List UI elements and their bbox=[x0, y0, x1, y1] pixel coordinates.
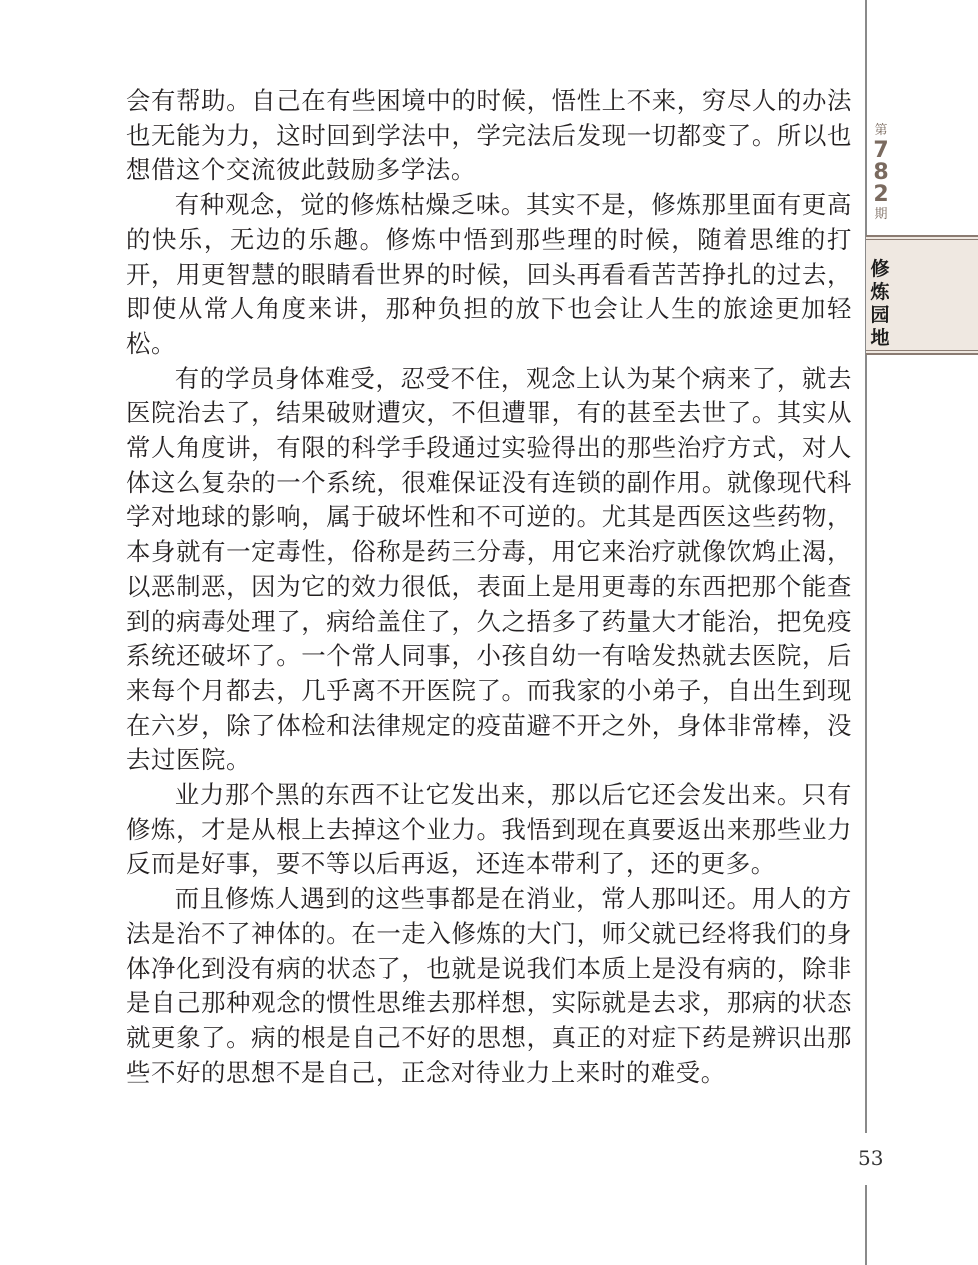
issue-digit: 8 bbox=[873, 160, 889, 185]
paragraph: 有的学员身体难受，忍受不住，观念上认为某个病来了，就去医院治去了，结果破财遭灾，不但遭罪，有的甚至去世了。其实从常人角度讲，有限的科学手段通过实验得出的那些治疗方式，对人体这么复杂的一个系统，很难保证没有连锁的副作用。就像现代科学对地球的影响，属于破坏性和不可逆的。尤其是西医这些药物，本身就有一定毒性，俗称是药三分毒，用它来治疗就像饮鸩止渴，以恶制恶，因为它的效力很低，表面上是用更毒的东西把那个能查到的病毒处理了，病给盖住了，久之捂多了药量大才能治，把免疫系统还破坏了。一个常人同事，小孩自幼一有啥发热就去医院，后来每个月都去，几乎离不开医院了。而我家的小弟子，自出生到现在六岁，除了体检和法律规定的疫苗避不开之外，身体非常棒，没去过医院。 bbox=[126, 363, 852, 775]
issue-prefix: 第 bbox=[874, 123, 888, 138]
section-char: 炼 bbox=[870, 281, 890, 303]
paragraph-continued: 会有帮助。自己在有些困境中的时候，悟性上不来，穷尽人的办法也无能为力，这时回到学法中，学完法后发现一切都变了。所以也想借这个交流彼此鼓励多学法。 bbox=[126, 86, 852, 185]
page-number: 53 bbox=[858, 1146, 884, 1170]
section-char: 修 bbox=[870, 258, 890, 280]
section-band-bottom-rule bbox=[866, 350, 978, 355]
issue-suffix: 期 bbox=[874, 207, 888, 222]
issue-digit: 2 bbox=[873, 182, 889, 207]
section-char: 地 bbox=[870, 327, 890, 349]
section-char: 园 bbox=[870, 304, 890, 326]
issue-label bbox=[866, 122, 896, 224]
issue-digit: 7 bbox=[873, 138, 889, 163]
section-title bbox=[868, 258, 892, 350]
article-body bbox=[126, 84, 852, 1090]
paragraph: 有种观念，觉的修炼枯燥乏味。其实不是，修炼那里面有更高的快乐，无边的乐趣。修炼中悟到那些理的时候，随着思维的打开，用更智慧的眼睛看世界的时候，回头再看看苦苦挣扎的过去，即使从常人角度来讲，那种负担的放下也会让人生的旅途更加轻松。 bbox=[126, 190, 852, 358]
section-band-top-rule bbox=[866, 235, 978, 240]
paragraph: 业力那个黑的东西不让它发出来，那以后它还会发出来。只有修炼，才是从根上去掉这个业力。我悟到现在真要返出来那些业力反而是好事，要不等以后再返，还连本带利了，还的更多。 bbox=[126, 780, 852, 879]
paragraph: 而且修炼人遇到的这些事都是在消业，常人那叫还。用人的方法是治不了神体的。在一走入修炼的大门，师父就已经将我们的身体净化到没有病的状态了，也就是说我们本质上是没有病的，除非是自己那种观念的惯性思维去那样想，实际就是去求，那病的状态就更象了。病的根是自己不好的思想，真正的对症下药是辨识出那些不好的思想不是自己，正念对待业力上来时的难受。 bbox=[126, 884, 852, 1087]
